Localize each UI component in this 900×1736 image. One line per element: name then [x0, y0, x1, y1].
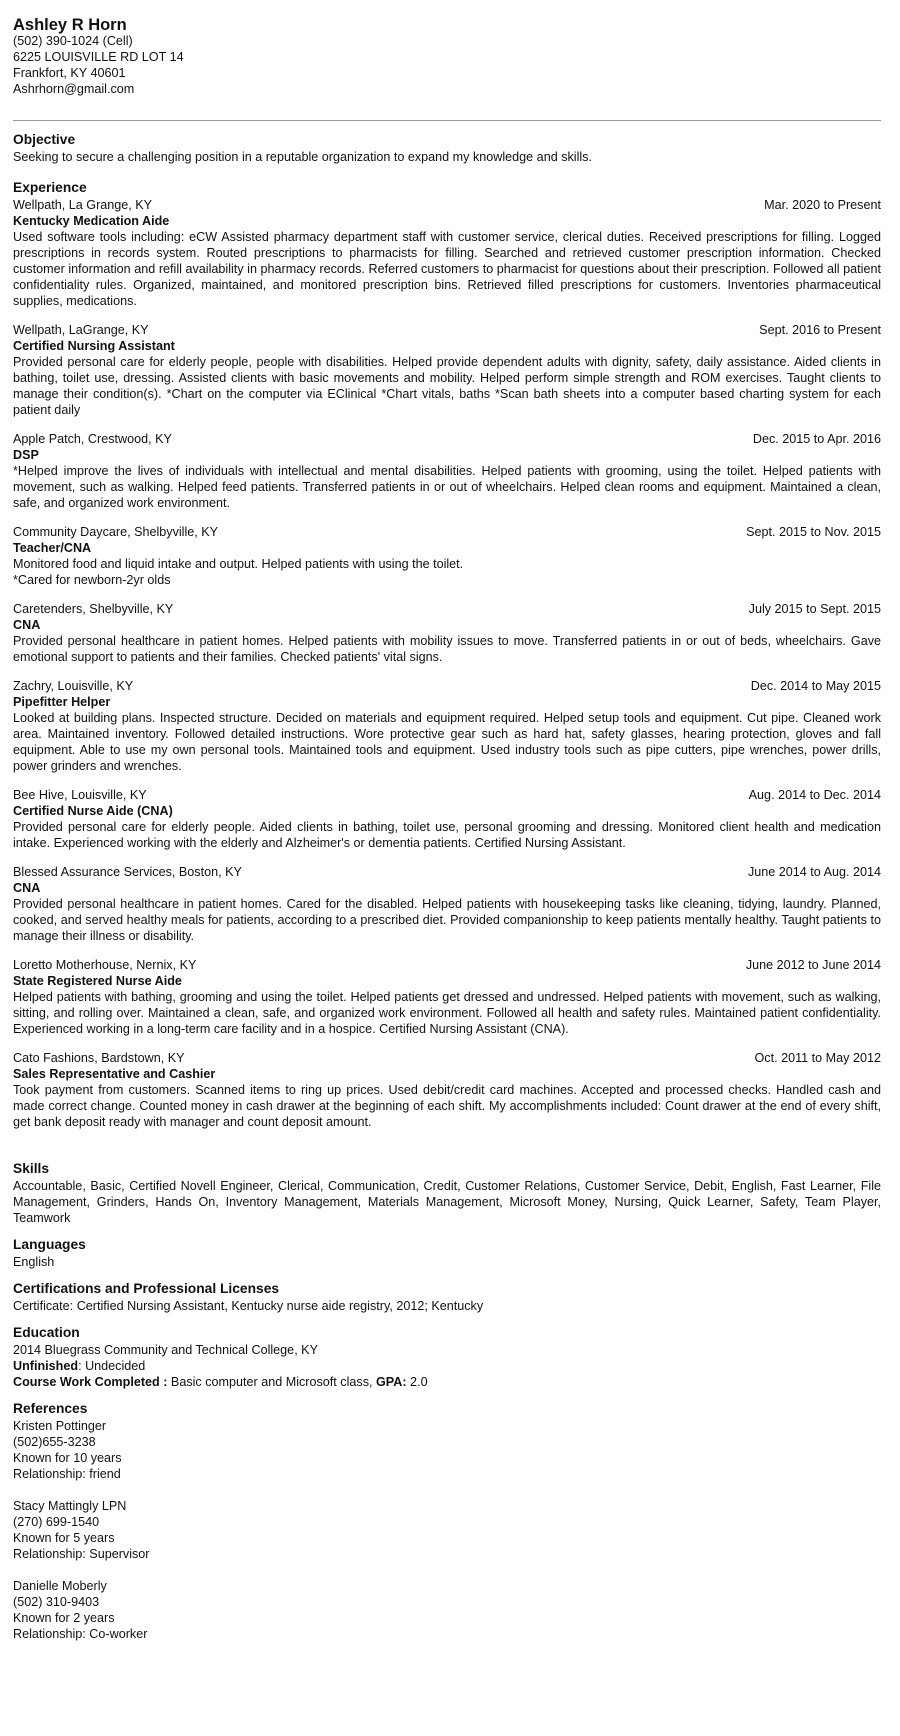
reference-entry: [13, 1578, 881, 1642]
job-dates: July 2015 to Sept. 2015: [748, 602, 881, 616]
job-employer: Wellpath, La Grange, KY: [13, 198, 153, 212]
gpa-label: GPA:: [376, 1375, 407, 1389]
reference-relationship: Relationship: Supervisor: [13, 1547, 150, 1561]
job-description: Looked at building plans. Inspected structure. Decided on materials and equipment required. Helped setup tools and equipment. Cut pipe. Cleaned work area. Maintained inventory. Followed detailed instructions. Wore protective gear such as hard hat, safety glasses, hearing protection, gloves and fall equipment. Able to use my own personal tools. Maintained tools and equipment. Used industry tools such as pipe cutters, pipe wrenches, power drills, power grinders and wrenches.: [13, 711, 881, 773]
reference-name: Kristen Pottinger: [13, 1419, 107, 1433]
job-title: DSP: [13, 448, 39, 462]
coursework-value: Basic computer and Microsoft class,: [167, 1375, 376, 1389]
job-description: Used software tools including: eCW Assisted pharmacy department staff with customer service, clerical duties. Received prescriptions for filling. Logged prescriptions in records system. Routed prescriptions to pharmacists for filling. Searched and retrieved customer prescription information. Checked customer information and refill availability in pharmacy records. Referred customers to pharmacist for questions about their prescription. Followed all patient confidentiality rules. Organized, maintained, and monitored prescription bins. Retrieved filled prescriptions for customers. Inventories pharmaceutical supplies, medications.: [13, 230, 881, 308]
job-dates: June 2014 to Aug. 2014: [747, 865, 881, 879]
certifications-heading: Certifications and Professional Licenses: [13, 1281, 280, 1296]
job-entry: [13, 957, 881, 1037]
job-employer: Wellpath, LaGrange, KY: [13, 323, 149, 337]
job-entry: [13, 1050, 881, 1130]
unfinished-label: Unfinished: [13, 1359, 79, 1373]
job-description: Provided personal healthcare in patient homes. Helped patients with mobility issues to move. Transferred patients in or out of beds, wheelchairs. Gave emotional support to patients and their families. Checked patients' vital signs.: [13, 634, 881, 664]
education-status: [13, 1358, 881, 1374]
objective-heading: Objective: [13, 132, 76, 147]
job-employer: Blessed Assurance Services, Boston, KY: [13, 865, 242, 879]
job-title: Certified Nurse Aide (CNA): [13, 804, 173, 818]
reference-entry: [13, 1418, 881, 1482]
skills-section: [13, 1160, 881, 1226]
header-divider: [13, 120, 881, 121]
job-entry: [13, 787, 881, 851]
job-employer: Apple Patch, Crestwood, KY: [13, 432, 172, 446]
reference-relationship: Relationship: Co-worker: [13, 1627, 148, 1641]
job-description: *Helped improve the lives of individuals with intellectual and mental disabilities. Helped patients with grooming, using the toilet. Helped patients with movement, such as walking. Helped feed patients. Transferred patients in or out of wheelchairs. Helped clean rooms and equipment. Maintained a clean, safe, and organized work environment.: [13, 464, 881, 510]
job-description: Provided personal care for elderly people, people with disabilities. Helped provide dependent adults with dignity, safety, daily assistance. Aided clients in bathing, toilet use, dressing. Assisted clients with basic movements and mobility. Helped perform simple strength and ROM exercises. Taught clients to manage their condition(s). *Chart on the computer via EClinical *Chart vitals, baths *Scan bath sheets into a computer based charting system for each patient daily: [13, 355, 881, 417]
skills-heading: Skills: [13, 1161, 50, 1176]
job-employer: Zachry, Louisville, KY: [13, 679, 134, 693]
job-title: CNA: [13, 881, 41, 895]
job-entry: [13, 524, 881, 588]
job-dates: Sept. 2015 to Nov. 2015: [746, 525, 881, 539]
education-coursework: [13, 1374, 881, 1390]
job-employer: Bee Hive, Louisville, KY: [13, 788, 147, 802]
reference-name: Stacy Mattingly LPN: [13, 1499, 127, 1513]
job-title: Pipefitter Helper: [13, 695, 111, 709]
unfinished-value: : Undecided: [78, 1359, 146, 1373]
job-dates: June 2012 to June 2014: [745, 958, 881, 972]
job-title: CNA: [13, 618, 41, 632]
job-dates: Sept. 2016 to Present: [759, 323, 881, 337]
job-entry: [13, 322, 881, 418]
job-entry: [13, 197, 881, 309]
job-dates: Aug. 2014 to Dec. 2014: [748, 788, 881, 802]
education-section: [13, 1324, 881, 1390]
objective-text: Seeking to secure a challenging position in a reputable organization to expand my knowledge and skills.: [13, 150, 592, 164]
languages-heading: Languages: [13, 1237, 86, 1252]
job-title: Kentucky Medication Aide: [13, 214, 170, 228]
reference-entry: [13, 1498, 881, 1562]
job-description-note: *Cared for newborn-2yr olds: [13, 573, 171, 587]
experience-section: [13, 179, 881, 1130]
job-employer: Cato Fashions, Bardstown, KY: [13, 1051, 185, 1065]
education-heading: Education: [13, 1325, 80, 1340]
reference-known: Known for 5 years: [13, 1531, 115, 1545]
reference-known: Known for 10 years: [13, 1451, 122, 1465]
references-heading: References: [13, 1401, 88, 1416]
job-title: Certified Nursing Assistant: [13, 339, 175, 353]
reference-relationship: Relationship: friend: [13, 1467, 121, 1481]
job-title: Sales Representative and Cashier: [13, 1067, 216, 1081]
certifications-text: Certificate: Certified Nursing Assistant, Kentucky nurse aide registry, 2012; Kentucky: [13, 1299, 484, 1313]
job-dates: Dec. 2014 to May 2015: [750, 679, 881, 693]
job-entry: [13, 864, 881, 944]
certifications-section: [13, 1280, 881, 1314]
job-entry: [13, 601, 881, 665]
languages-text: English: [13, 1255, 55, 1269]
job-dates: Oct. 2011 to May 2012: [754, 1051, 881, 1065]
job-description: Took payment from customers. Scanned items to ring up prices. Used debit/credit card machines. Accepted and processed checks. Handled cash and made correct change. Counted money in cash drawer at the beginning of each shift. My accomplishments included: Count drawer at the end of every shift, get bank deposit ready with manager and count deposit amount.: [13, 1083, 881, 1129]
skills-text: Accountable, Basic, Certified Novell Engineer, Clerical, Communication, Credit, Customer Relations, Customer Service, Debit, English, Fast Learner, File Management, Grinders, Hands On, Inventory Management, Materials Management, Microsoft Money, Nursing, Quick Learner, Safety, Team Player, Teamwork: [13, 1179, 881, 1225]
gpa-value: 2.0: [406, 1375, 428, 1389]
job-title: Teacher/CNA: [13, 541, 92, 555]
languages-section: [13, 1236, 881, 1270]
experience-heading: Experience: [13, 180, 87, 195]
job-title: State Registered Nurse Aide: [13, 974, 182, 988]
education-school: 2014 Bluegrass Community and Technical College, KY: [13, 1343, 318, 1357]
job-employer: Loretto Motherhouse, Nernix, KY: [13, 958, 197, 972]
references-section: [13, 1400, 881, 1642]
job-dates: Dec. 2015 to Apr. 2016: [752, 432, 881, 446]
reference-phone: (502) 310-9403: [13, 1595, 100, 1609]
job-entry: [13, 431, 881, 511]
job-description: Monitored food and liquid intake and output. Helped patients with using the toilet.: [13, 557, 464, 571]
address-line-2: Frankfort, KY 40601: [13, 66, 126, 80]
address-line-1: 6225 LOUISVILLE RD LOT 14: [13, 50, 184, 64]
reference-known: Known for 2 years: [13, 1611, 115, 1625]
phone: (502) 390-1024 (Cell): [13, 34, 133, 48]
coursework-label: Course Work Completed :: [13, 1375, 168, 1389]
job-description: Provided personal care for elderly people. Aided clients in bathing, toilet use, personal grooming and dressing. Monitored client health and medication intake. Experienced working with the elderly and Alzheimer's or dementia patients. Certified Nursing Assistant.: [13, 820, 881, 850]
objective-section: [13, 131, 881, 165]
candidate-name: Ashley R Horn: [13, 16, 127, 34]
job-entry: [13, 678, 881, 774]
job-employer: Community Daycare, Shelbyville, KY: [13, 525, 219, 539]
job-dates: Mar. 2020 to Present: [764, 198, 881, 212]
contact-block: [13, 17, 881, 97]
job-description: Provided personal healthcare in patient homes. Cared for the disabled. Helped patients with housekeeping tasks like cleaning, tidying, laundry. Planned, cooked, and served healthy meals for patients, according to a prescribed diet. Provided companionship to keep patients mentally healthy. Taught patients to manage their illness or disability.: [13, 897, 881, 943]
job-employer: Caretenders, Shelbyville, KY: [13, 602, 174, 616]
reference-name: Danielle Moberly: [13, 1579, 107, 1593]
email: Ashrhorn@gmail.com: [13, 82, 135, 96]
reference-phone: (502)655-3238: [13, 1435, 96, 1449]
reference-phone: (270) 699-1540: [13, 1515, 100, 1529]
job-description: Helped patients with bathing, grooming and using the toilet. Helped patients get dressed and undressed. Helped patients with movement, such as walking, sitting, and rolling over. Maintained a clean, safe, and organized work environment. Followed all health and safety rules. Maintained patient confidentiality. Experienced working in a long-term care facility and in a hospice. Certified Nursing Assistant (CNA).: [13, 990, 881, 1036]
